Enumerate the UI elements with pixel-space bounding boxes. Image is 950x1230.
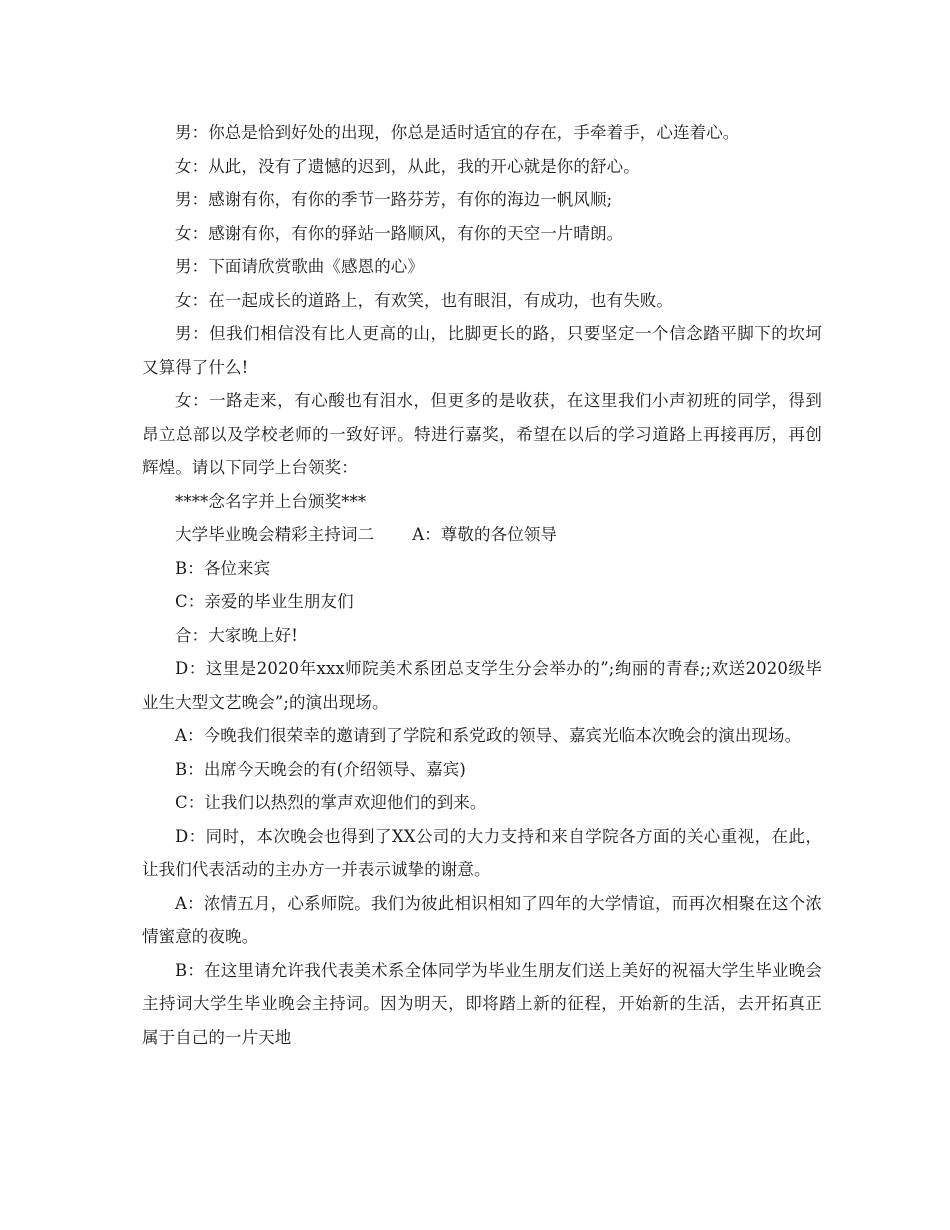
paragraph: B：出席今天晚会的有(介绍领导、嘉宾): [175, 759, 466, 779]
paragraph: 女：感谢有你，有你的驿站一路顺风，有你的天空一片晴朗。: [175, 223, 624, 243]
paragraph: 合：大家晚上好!: [175, 625, 298, 645]
paragraph: 女：一路走来，有心酸也有泪水，但更多的是收获，在这里我们小声初班的同学，得到昂立总部以及学校老师的一致好评。特进行嘉奖，希望在以后的学习道路上再接再厉，再创辉煌。请以下同学上台领奖：: [142, 391, 822, 477]
section-first-line: A：尊敬的各位领导: [412, 525, 558, 544]
paragraph: ****念名字并上台颁奖***: [175, 491, 367, 511]
paragraph: 男：你总是恰到好处的出现，你总是适时适宜的存在，手牵着手，心连着心。: [175, 123, 740, 142]
paragraph: 男：感谢有你，有你的季节一路芬芳，有你的海边一帆风顺;: [175, 190, 613, 209]
paragraph: D：同时，本次晚会也得到了XX公司的大力支持和来自学院各方面的关心重视，在此，让我们代表活动的主办方一并表示诚挚的谢意。: [142, 826, 822, 879]
paragraph: 男：但我们相信没有比人更高的山，比脚更长的路，只要坚定一个信念踏平脚下的坎坷又算得了什么!: [142, 324, 822, 377]
paragraph: A：今晚我们很荣幸的邀请到了学院和系党政的领导、嘉宾光临本次晚会的演出现场。: [175, 726, 802, 745]
paragraph: 女：从此，没有了遗憾的迟到，从此，我的开心就是你的舒心。: [175, 156, 640, 176]
paragraph: C：亲爱的毕业生朋友们: [175, 592, 354, 611]
paragraph: B：在这里请允许我代表美术系全体同学为毕业生朋友们送上美好的祝福大学生毕业晚会主持词大学生毕业晚会主持词。因为明天，即将踏上新的征程，开始新的生活，去开拓真正属于自己的一片天地: [142, 960, 822, 1047]
paragraph: C：让我们以热烈的掌声欢迎他们的到来。: [175, 793, 487, 812]
paragraph: 男：下面请欣赏歌曲《感恩的心》: [175, 257, 424, 276]
paragraph: A：浓情五月，心系师院。我们为彼此相识相知了四年的大学情谊，而再次相聚在这个浓情蜜意的夜晚。: [142, 893, 822, 946]
section-heading-line: [142, 518, 822, 552]
paragraph: 女：在一起成长的道路上，有欢笑，也有眼泪，有成功，也有失败。: [175, 290, 673, 310]
section-title: 大学毕业晚会精彩主持词二: [175, 525, 375, 544]
paragraph: B：各位来宾: [175, 558, 271, 578]
document-body: [142, 116, 822, 1054]
paragraph: D：这里是2020年xxx师院美术系团总支学生分会举办的”;绚丽的青春;;欢送2020级毕业生大型文艺晚会”;的演出现场。: [142, 659, 822, 712]
